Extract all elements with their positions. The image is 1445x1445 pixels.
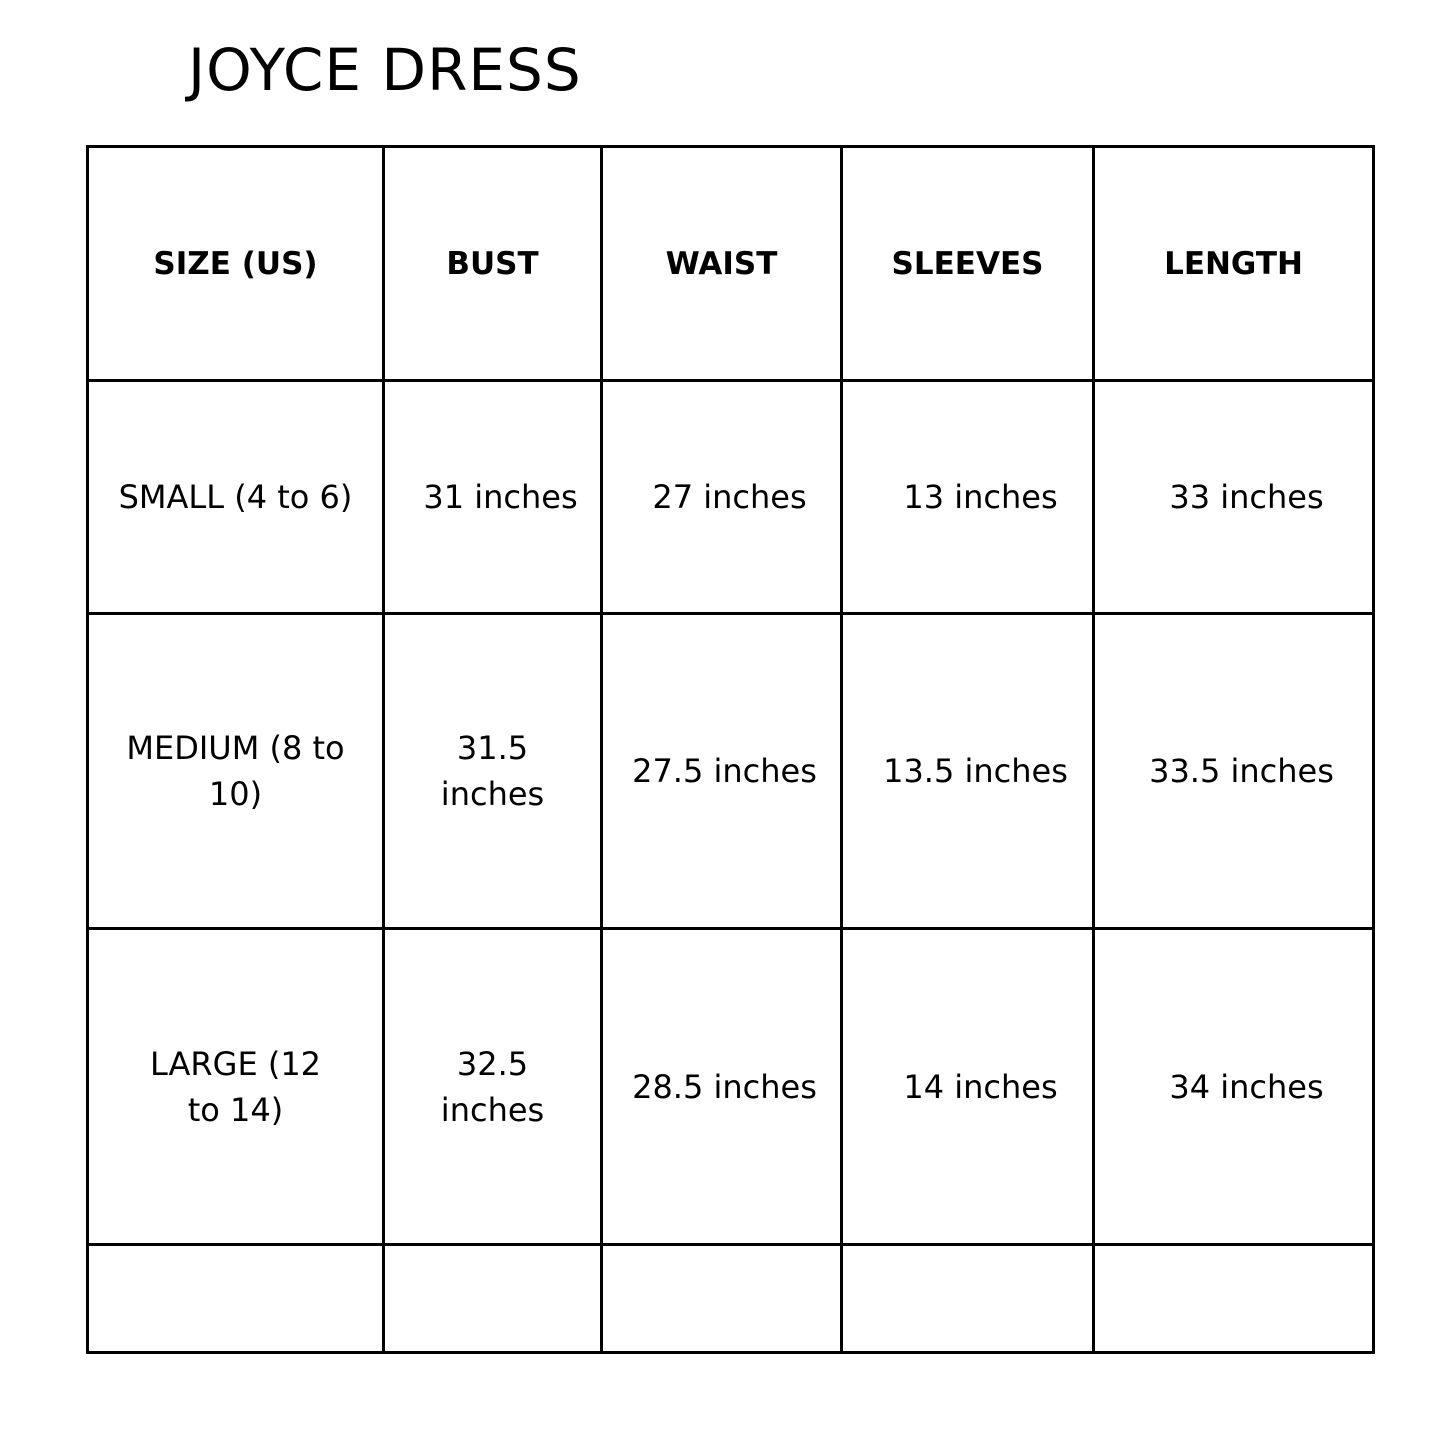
cell-size: LARGE (12 to 14) xyxy=(88,929,384,1245)
header-size: SIZE (US) xyxy=(88,147,384,381)
table-row xyxy=(88,614,1374,929)
cell-sleeves: 14 inches xyxy=(842,929,1094,1245)
cell-size: SMALL (4 to 6) xyxy=(88,381,384,614)
cell-waist xyxy=(602,1245,842,1353)
cell-waist: 28.5 inches xyxy=(602,929,842,1245)
header-waist: WAIST xyxy=(602,147,842,381)
cell-sleeves: 13.5 inches xyxy=(842,614,1094,929)
page-title: JOYCE DRESS xyxy=(188,36,582,104)
cell-bust: 32.5 inches xyxy=(384,929,602,1245)
table-row xyxy=(88,929,1374,1245)
cell-length xyxy=(1094,1245,1374,1353)
header-sleeves: SLEEVES xyxy=(842,147,1094,381)
cell-length: 34 inches xyxy=(1094,929,1374,1245)
table-header-row xyxy=(88,147,1374,381)
cell-sleeves: 13 inches xyxy=(842,381,1094,614)
cell-bust: 31.5 inches xyxy=(384,614,602,929)
header-length: LENGTH xyxy=(1094,147,1374,381)
cell-bust xyxy=(384,1245,602,1353)
cell-bust: 31 inches xyxy=(384,381,602,614)
table-row xyxy=(88,381,1374,614)
cell-waist: 27 inches xyxy=(602,381,842,614)
cell-size xyxy=(88,1245,384,1353)
cell-length: 33 inches xyxy=(1094,381,1374,614)
cell-length: 33.5 inches xyxy=(1094,614,1374,929)
cell-waist: 27.5 inches xyxy=(602,614,842,929)
cell-sleeves xyxy=(842,1245,1094,1353)
header-bust: BUST xyxy=(384,147,602,381)
cell-size: MEDIUM (8 to 10) xyxy=(88,614,384,929)
table-row-empty xyxy=(88,1245,1374,1353)
size-chart-table xyxy=(86,145,1375,1354)
